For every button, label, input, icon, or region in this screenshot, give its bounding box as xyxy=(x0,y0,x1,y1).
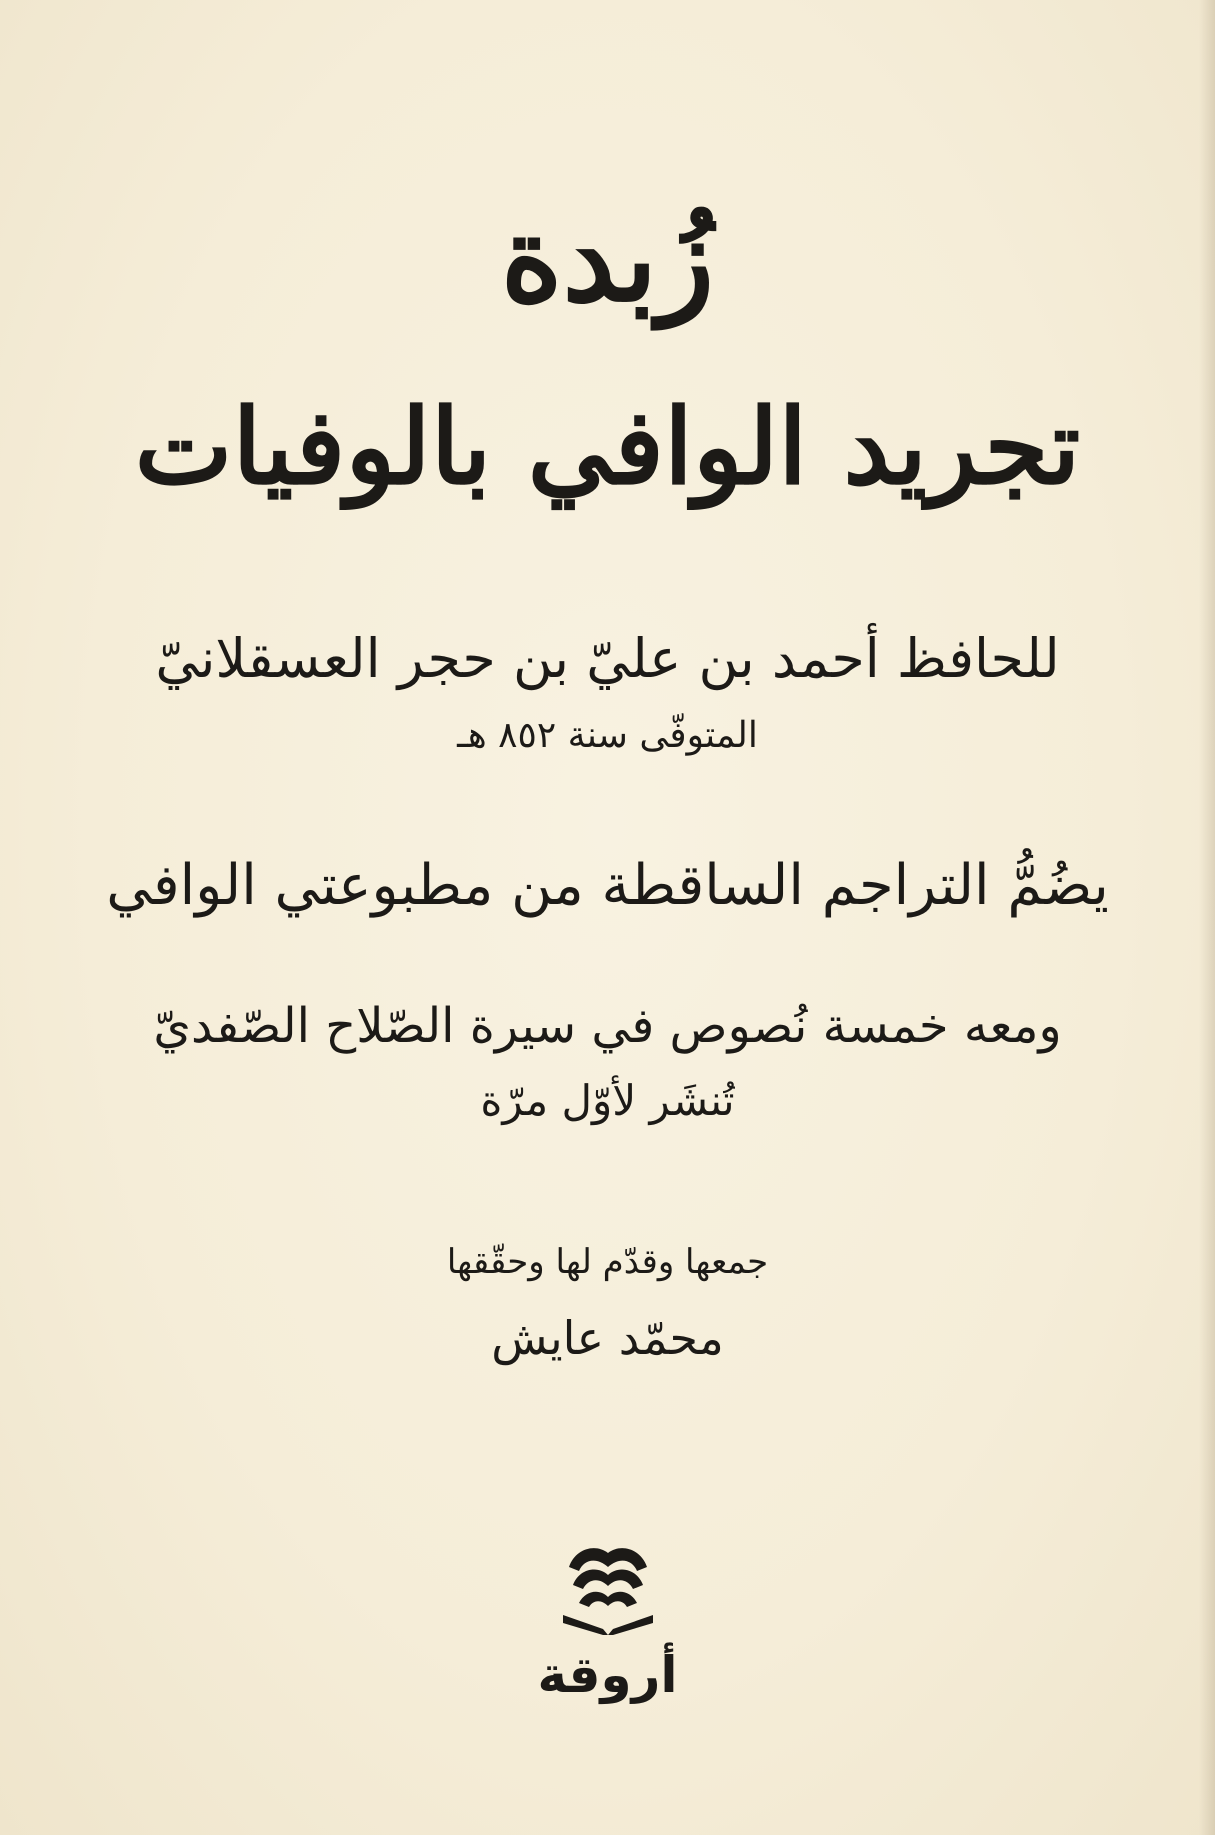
contents-description: يضُمُّ التراجم الساقطة من مطبوعتي الوافي xyxy=(106,853,1109,918)
book-title-line-1: زُبدة xyxy=(500,189,715,328)
editor-credit-label: جمعها وقدّم لها وحقّقها xyxy=(446,1242,769,1282)
publisher-name: أروقة xyxy=(537,1646,678,1704)
appendix-description: ومعه خمسة نُصوص في سيرة الصّلاح الصّفديّ xyxy=(153,998,1062,1054)
editor-name: محمّد عايش xyxy=(491,1311,724,1365)
arches-book-logo-icon xyxy=(557,1545,659,1635)
first-publication-note: تُنشَر لأوّل مرّة xyxy=(480,1076,735,1125)
author-death-year: المتوفّى سنة ٨٥٢ هـ xyxy=(457,715,758,756)
author-line: للحافظ أحمد بن عليّ بن حجر العسقلانيّ xyxy=(155,627,1060,690)
book-title-line-2: تجريد الوافي بالوفيات xyxy=(134,385,1081,508)
